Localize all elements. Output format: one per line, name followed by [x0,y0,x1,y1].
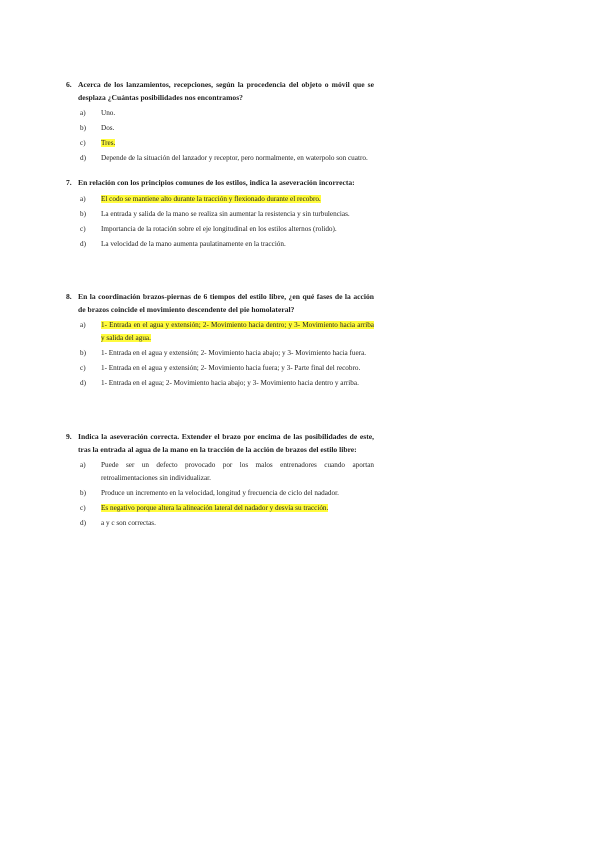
question-number: 6. [66,80,72,89]
question-6 [66,79,374,167]
option-item [78,238,374,251]
option-item [78,377,374,390]
question-statement: En relación con los principios comunes de los estilos, indica la aseveración incorrecta: [78,178,355,187]
question-9 [66,431,374,532]
options-list [78,193,374,251]
option-letter: d) [80,378,86,387]
question-statement: Indica la aseveración correcta. Extender el brazo por encima de las posibilidades de este, tras la entrada al agua de la mano en la tracción de la acción de brazos del estilo libre: [78,432,374,454]
question-8 [66,291,374,392]
question-text [66,79,374,104]
option-text: Dos. [101,124,115,132]
option-letter: c) [80,139,86,147]
option-text: La velocidad de la mano aumenta paulatinamente en la tracción. [101,239,286,248]
option-letter: a) [80,461,86,469]
option-text: La entrada y salida de la mano se realiza sin aumentar la resistencia y sin turbulencias. [101,209,350,218]
option-item [78,223,374,236]
option-item [78,152,374,165]
option-item [78,107,374,120]
highlighted-option-text: El codo se mantiene alto durante la tracción y flexionado durante el recobro. [101,194,321,203]
option-letter: a) [80,194,86,203]
option-item [78,319,374,344]
question-number: 8. [66,292,72,301]
highlighted-option-text: Es negativo porque altera la alineación lateral del nadador y desvía su tracción. [101,503,329,512]
option-text: Produce un incremento en la velocidad, longitud y frecuencia de ciclo del nadador. [101,488,339,497]
question-7 [66,177,374,253]
option-item [78,208,374,221]
highlighted-option-text: Tres. [101,139,116,147]
option-item [78,459,374,484]
option-text: 1- Entrada en el agua y extensión; 2- Movimiento hacia abajo; y 3- Movimiento hacia fuera. [101,348,367,357]
option-text: Uno. [101,109,116,117]
option-item [78,517,374,530]
option-item [78,137,374,150]
option-letter: a) [80,109,86,117]
option-letter: c) [80,503,86,512]
option-letter: b) [80,488,86,497]
option-text: 1- Entrada en el agua y extensión; 2- Movimiento hacia fuera; y 3- Parte final del recobro. [101,363,361,372]
option-text: 1- Entrada en el agua; 2- Movimiento hacia abajo; y 3- Movimiento hacia dentro y arriba. [101,378,359,387]
options-list [78,459,374,529]
option-item [78,362,374,375]
option-text: Depende de la situación del lanzador y receptor, pero normalmente, en waterpolo son cuatro. [101,154,368,162]
option-letter: c) [80,363,86,372]
option-item [78,487,374,500]
question-text [66,431,374,456]
option-item [78,502,374,515]
option-text: Puede ser un defecto provocado por los malos entrenadores cuando aportan retroalimentaciones sin individualizar. [101,461,374,482]
highlighted-option-text: 1- Entrada en el agua y extensión; 2- Movimiento hacia dentro; y 3- Movimiento hacia arriba y salida del agua. [101,321,374,342]
option-letter: b) [80,348,86,357]
option-text: Importancia de la rotación sobre el eje longitudinal en los estilos alternos (rolido). [101,224,337,233]
option-letter: d) [80,239,86,248]
option-letter: a) [80,321,86,329]
question-number: 7. [66,178,72,187]
options-list [78,107,374,165]
question-text [66,177,374,190]
question-number: 9. [66,432,72,441]
question-statement: En la coordinación brazos-piernas de 6 tiempos del estilo libre, ¿en qué fases de la acción de brazos coincide el movimiento descendente del pie homolateral? [78,292,374,314]
option-text: a y c son correctas. [101,518,156,527]
option-item [78,193,374,206]
option-letter: c) [80,224,86,233]
option-item [78,122,374,135]
options-list [78,319,374,389]
option-item [78,347,374,360]
option-letter: d) [80,518,86,527]
question-text [66,291,374,316]
question-statement: Acerca de los lanzamientos, recepciones, según la procedencia del objeto o móvil que se desplaza ¿Cuántas posibilidades nos encontramos? [78,80,374,102]
option-letter: b) [80,124,86,132]
option-letter: b) [80,209,86,218]
option-letter: d) [80,154,86,162]
